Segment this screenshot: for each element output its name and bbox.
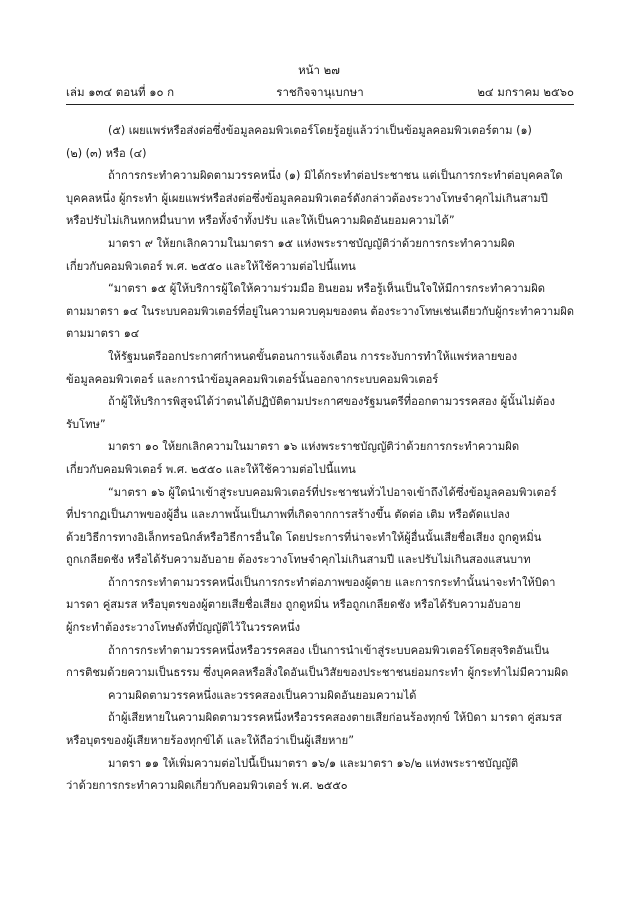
text-line: เกี่ยวกับคอมพิวเตอร์ พ.ศ. ๒๕๕๐ และให้ใช้ความต่อไปนี้แทน xyxy=(66,462,356,476)
text-line: หรือปรับไม่เกินหกหมื่นบาท หรือทั้งจำทั้งปรับ และให้เป็นความผิดอันยอมความได้” xyxy=(66,214,455,228)
text-line: มาตรา ๑๐ ให้ยกเลิกความในมาตรา ๑๖ แห่งพระราชบัญญัติว่าด้วยการกระทำความผิด xyxy=(108,440,520,454)
volume-issue: เล่ม ๑๓๔ ตอนที่ ๑๐ ก xyxy=(66,85,175,99)
text-line: (๕) เผยแพร่หรือส่งต่อซึ่งข้อมูลคอมพิวเตอร์โดยรู้อยู่แล้วว่าเป็นข้อมูลคอมพิวเตอร์ตาม (๑) xyxy=(108,124,532,137)
text-line: การติชมด้วยความเป็นธรรม ซึ่งบุคคลหรือสิ่งใดอันเป็นวิสัยของประชาชนย่อมกระทำ ผู้กระทำไม่มีความผิด xyxy=(66,666,569,680)
text-line: (๒) (๓) หรือ (๔) xyxy=(66,146,147,160)
text-line: ถ้าการกระทำความผิดตามวรรคหนึ่ง (๑) มิได้กระทำต่อประชาชน แต่เป็นการกระทำต่อบุคคลใด xyxy=(108,169,563,183)
text-line: ถ้าผู้ให้บริการพิสูจน์ได้ว่าตนได้ปฏิบัติตามประกาศของรัฐมนตรีที่ออกตามวรรคสอง ผู้นั้นไม่ต้อง xyxy=(108,395,555,409)
text-line: หรือบุตรของผู้เสียหายร้องทุกข์ได้ และให้ถือว่าเป็นผู้เสียหาย” xyxy=(66,734,355,748)
text-line: “มาตรา ๑๖ ผู้ใดนำเข้าสู่ระบบคอมพิวเตอร์ที่ประชาชนทั่วไปอาจเข้าถึงได้ซึ่งข้อมูลคอมพิวเตอร์ xyxy=(108,485,557,499)
text-line: ว่าด้วยการกระทำความผิดเกี่ยวกับคอมพิวเตอร์ พ.ศ. ๒๕๕๐ xyxy=(66,779,348,793)
text-line: ที่ปรากฏเป็นภาพของผู้อื่น และภาพนั้นเป็นภาพที่เกิดจากการสร้างขึ้น ตัดต่อ เติม หรือดัดแปลง xyxy=(66,508,510,522)
text-line: ข้อมูลคอมพิวเตอร์ และการนำข้อมูลคอมพิวเตอร์นั้นออกจากระบบคอมพิวเตอร์ xyxy=(66,372,439,386)
text-line: ถ้าการกระทำตามวรรคหนึ่งหรือวรรคสอง เป็นการนำเข้าสู่ระบบคอมพิวเตอร์โดยสุจริตอันเป็น xyxy=(108,643,550,657)
text-line: ตามมาตรา ๑๔ ในระบบคอมพิวเตอร์ที่อยู่ในความควบคุมของตน ต้องระวางโทษเช่นเดียวกับผู้กระทำความผิด xyxy=(66,304,574,318)
text-line: ความผิดตามวรรคหนึ่งและวรรคสองเป็นความผิดอันยอมความได้ xyxy=(108,688,417,702)
text-line: มารดา คู่สมรส หรือบุตรของผู้ตายเสียชื่อเสียง ถูกดูหมิ่น หรือถูกเกลียดชัง หรือได้รับความอับอาย xyxy=(66,598,521,612)
text-line: ถ้าผู้เสียหายในความผิดตามวรรคหนึ่งหรือวรรคสองตายเสียก่อนร้องทุกข์ ให้บิดา มารดา คู่สมรส xyxy=(108,711,562,725)
text-line: ตามมาตรา ๑๔ xyxy=(66,327,140,341)
text-line: ถูกเกลียดชัง หรือได้รับความอับอาย ต้องระวางโทษจำคุกไม่เกินสามปี และปรับไม่เกินสองแสนบาท xyxy=(66,553,531,567)
text-line: ให้รัฐมนตรีออกประกาศกำหนดขั้นตอนการแจ้งเตือน การระงับการทำให้แพร่หลายของ xyxy=(108,349,518,363)
text-line: ด้วยวิธีการทางอิเล็กทรอนิกส์หรือวิธีการอื่นใด โดยประการที่น่าจะทำให้ผู้อื่นนั้นเสียชื่อเสียง ถูกดูหมิ่น xyxy=(66,530,542,544)
publication-date: ๒๔ มกราคม ๒๕๖๐ xyxy=(477,85,574,99)
text-line: ถ้าการกระทำตามวรรคหนึ่งเป็นการกระทำต่อภาพของผู้ตาย และการกระทำนั้นน่าจะทำให้บิดา xyxy=(108,575,556,589)
text-line: มาตรา ๑๑ ให้เพิ่มความต่อไปนี้เป็นมาตรา ๑๖/๑ และมาตรา ๑๖/๒ แห่งพระราชบัญญัติ xyxy=(108,756,519,770)
text-line: รับโทษ” xyxy=(66,417,106,431)
document-body xyxy=(66,120,574,798)
gazette-title: ราชกิจจานุเบกษา xyxy=(276,85,364,99)
text-line: บุคคลหนึ่ง ผู้กระทำ ผู้เผยแพร่หรือส่งต่อซึ่งข้อมูลคอมพิวเตอร์ดังกล่าวต้องระวางโทษจำคุกไม่เกินสามปี xyxy=(66,191,548,205)
text-line: ผู้กระทำต้องระวางโทษดังที่บัญญัติไว้ในวรรคหนึ่ง xyxy=(66,621,301,635)
page-number: หน้า ๒๗ xyxy=(298,63,340,77)
header-divider xyxy=(66,104,574,105)
text-line: เกี่ยวกับคอมพิวเตอร์ พ.ศ. ๒๕๕๐ และให้ใช้ความต่อไปนี้แทน xyxy=(66,259,356,273)
text-line: มาตรา ๙ ให้ยกเลิกความในมาตรา ๑๕ แห่งพระราชบัญญัติว่าด้วยการกระทำความผิด xyxy=(108,236,515,250)
text-line: “มาตรา ๑๕ ผู้ให้บริการผู้ใดให้ความร่วมมือ ยินยอม หรือรู้เห็นเป็นใจให้มีการกระทำความผิด xyxy=(108,282,546,296)
